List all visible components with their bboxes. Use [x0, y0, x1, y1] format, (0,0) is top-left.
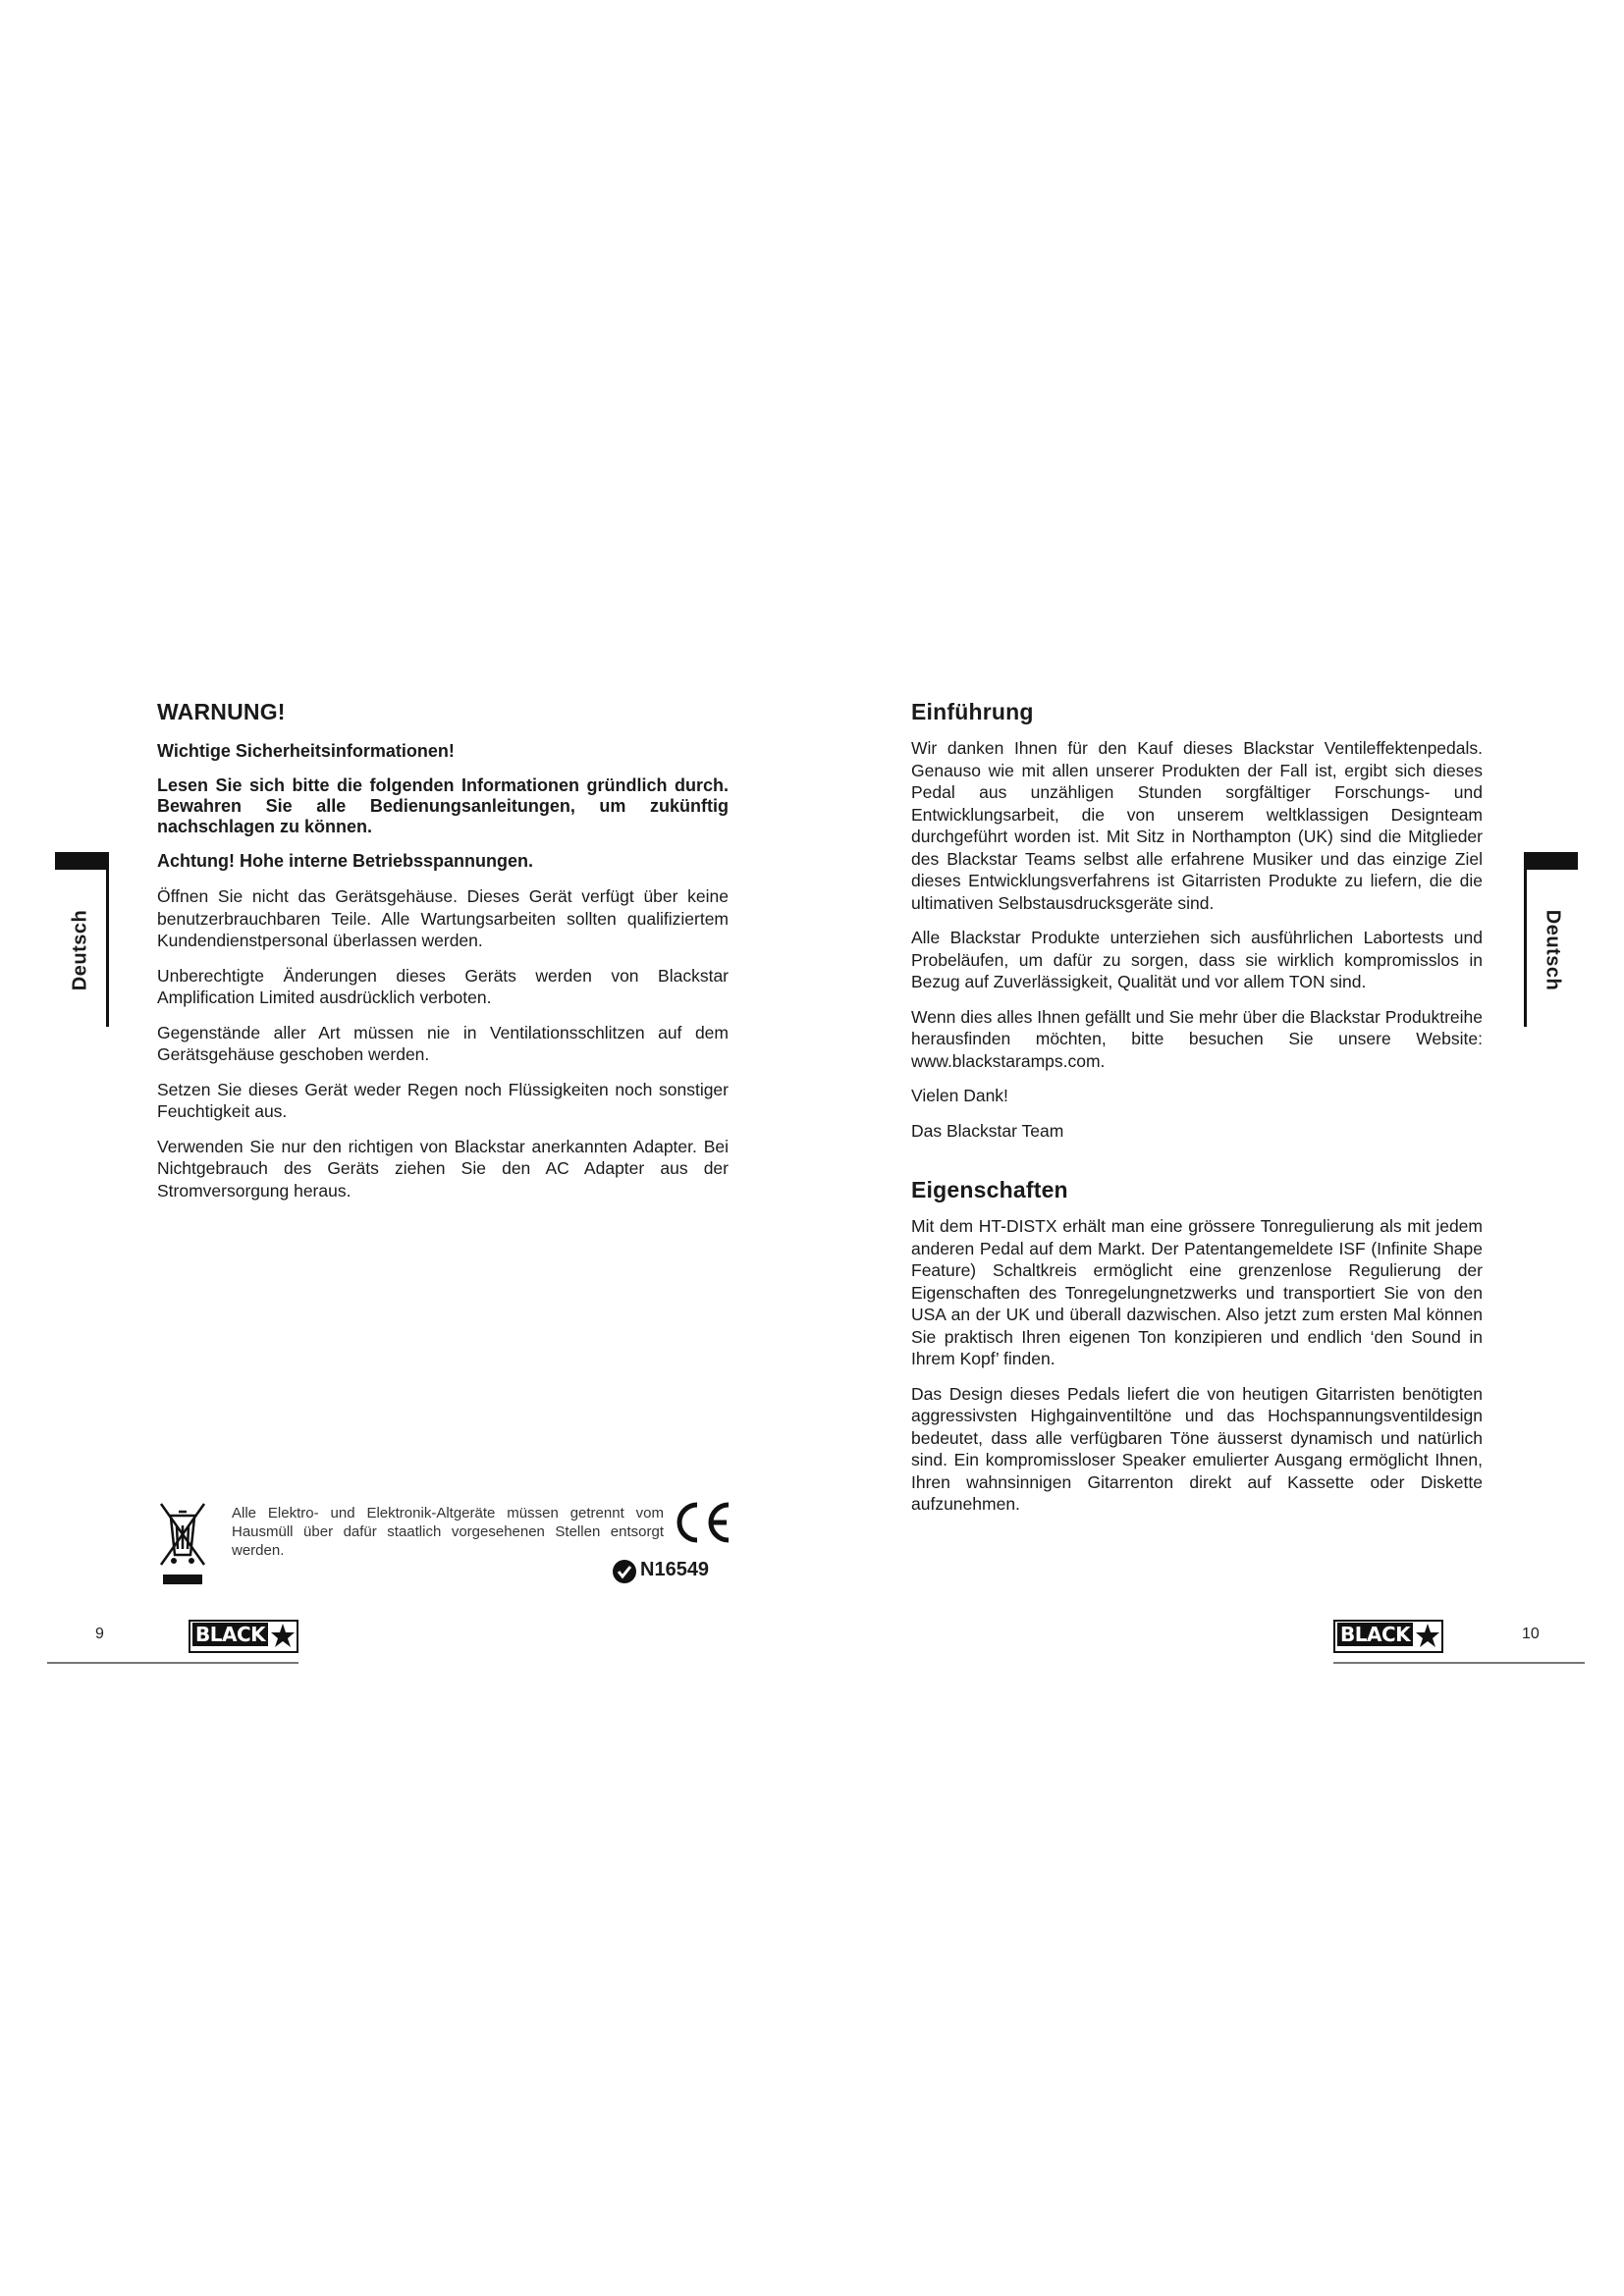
- high-voltage-caution: Achtung! Hohe interne Betriebsspannungen.: [157, 851, 534, 871]
- logo-text: BLACK: [192, 1623, 268, 1646]
- c-tick-icon: [612, 1559, 637, 1584]
- warning-title: WARNUNG!: [157, 699, 286, 724]
- read-instructions-text: Lesen Sie sich bitte die folgenden Informationen gründlich durch. Bewahren Sie alle Bedienungsanleitungen, um zukünftig nachschlagen zu können.: [157, 775, 729, 836]
- page-number-right: 10: [1522, 1626, 1540, 1642]
- footer-rule-right: [1333, 1662, 1585, 1664]
- features-paragraph: Mit dem HT-DISTX erhält man eine grössere Tonregulierung als mit jedem anderen Pedal auf dem Markt. Der Patentangemeldete ISF (Infinite Shape Feature) Schaltkreis ermöglicht eine grenzenlose Regulierung der Eigenschaften des Tonregelungnetzwerks und transportiert Sie von den USA an der UK und überall dazwischen. Also jetzt zum ersten Mal können Sie praktisch Ihren eigenen Ton konzipieren und endlich ‘den Sound in Ihrem Kopf’ finden.: [911, 1216, 1483, 1368]
- footer-rule-left: [47, 1662, 298, 1664]
- blackstar-logo: [1333, 1620, 1443, 1653]
- safety-paragraph: Verwenden Sie nur den richtigen von Blackstar anerkannten Adapter. Bei Nichtgebrauch des Geräts ziehen Sie den AC Adapter aus der Stromversorgung heraus.: [157, 1136, 729, 1201]
- disposal-notice-text: Alle Elektro- und Elektronik-Altgeräte müssen getrennt vom Hausmüll über dafür staatlich vorgesehenen Stellen entsorgt werden.: [232, 1505, 664, 1559]
- star-icon: [1415, 1623, 1440, 1648]
- language-side-tab-right: [1524, 852, 1578, 1027]
- intro-paragraph: Wenn dies alles Ihnen gefällt und Sie mehr über die Blackstar Produktreihe herausfinden möchten, bitte besuchen Sie unsere Website: www.blackstaramps.com.: [911, 1006, 1483, 1071]
- side-tab-label: Deutsch: [69, 909, 91, 991]
- features-paragraph: Das Design dieses Pedals liefert die von heutigen Gitarristen benötigten aggressivsten Highgainventiltöne und das Hochspannungsventildesign bedeutet, dass alle verfügbaren Töne äusserst dynamisch und natürlich sind. Ein kompromissloser Speaker emulierter Ausgang ermöglicht Ihnen, Ihren wahnsinnigen Gitarrenton direkt auf Kassette oder Diskette aufzunehmen.: [911, 1383, 1483, 1514]
- safety-paragraph: Öffnen Sie nicht das Gerätsgehäuse. Dieses Gerät verfügt über keine benutzerbrauchbaren Teile. Alle Wartungsarbeiten sollten qualifiziertem Kundendienstpersonal überlassen werden.: [157, 886, 729, 950]
- features-title: Eigenschaften: [911, 1177, 1068, 1202]
- star-icon: [270, 1623, 296, 1648]
- disposal-notice: [157, 1484, 731, 1593]
- intro-signoff: Das Blackstar Team: [911, 1120, 1064, 1141]
- ce-mark-icon: [668, 1484, 734, 1548]
- ctick-code: N16549: [640, 1559, 710, 1580]
- crossed-out-bin-icon: [157, 1500, 208, 1571]
- safety-paragraph: Gegenstände aller Art müssen nie in Ventilationsschlitzen auf dem Gerätsgehäuse geschoben werden.: [157, 1022, 729, 1064]
- left-page-content: [157, 699, 729, 1214]
- logo-text: BLACK: [1337, 1623, 1413, 1646]
- safety-paragraph: Unberechtigte Änderungen dieses Geräts werden von Blackstar Amplification Limited ausdrücklich verboten.: [157, 965, 729, 1007]
- blackstar-logo: [189, 1620, 298, 1653]
- side-tab-bar: [55, 852, 109, 870]
- intro-paragraph: Vielen Dank!: [911, 1086, 1008, 1105]
- safety-subtitle: Wichtige Sicherheitsinformationen!: [157, 741, 455, 761]
- side-tab-bar: [1524, 852, 1578, 870]
- ce-mark-label: CE: [668, 1484, 690, 1501]
- page-number-left: 9: [95, 1626, 104, 1642]
- intro-paragraph: Wir danken Ihnen für den Kauf dieses Blackstar Ventileffektenpedals. Genauso wie mit allen unserer Produkten der Fall ist, ergibt sich dieses Pedal aus unzähligen Stunden sorgfältiger Forschungs- und Entwicklungsarbeit, die von unserem weltklassigen Designteam durchgeführt worden ist. Mit Sitz in Northampton (UK) sind die Mitglieder des Blackstar Teams selbst alle erfahrene Musiker und das einzige Ziel dieses Entwicklungsverfahrens ist Gitarristen Produkte zu liefern, die die ultimativen Selbstausdrucksgeräte sind.: [911, 738, 1483, 913]
- language-side-tab-left: [55, 852, 109, 1027]
- intro-title: Einführung: [911, 699, 1034, 724]
- intro-paragraph: Alle Blackstar Produkte unterziehen sich ausführlichen Labortests und Probeläufen, um dafür zu sorgen, dass sie wirklich kompromisslos in Bezug auf Zuverlässigkeit, Qualität und vor allem TON sind.: [911, 928, 1483, 991]
- safety-paragraph: Setzen Sie dieses Gerät weder Regen noch Flüssigkeiten noch sonstiger Feuchtigkeit aus.: [157, 1079, 729, 1121]
- weee-bar: [163, 1575, 202, 1584]
- right-page-content: [911, 699, 1483, 1528]
- side-tab-label: Deutsch: [1542, 909, 1564, 991]
